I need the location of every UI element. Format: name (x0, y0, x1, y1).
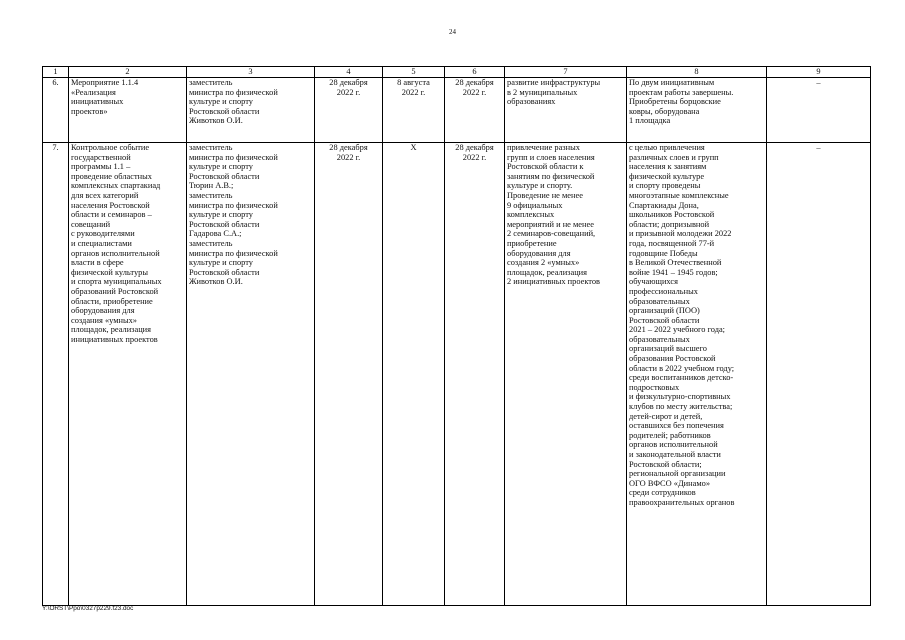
report-table (42, 66, 871, 606)
responsible-person: заместитель министра по физической культуре и спорту Ростовской области Тюрин А.В.; заместитель министра по физической культуре и спорту Ростовской области Гадарова С.А.; заместитель министра по физической культуре и спорту Ростовской области Животков О.И. (187, 143, 315, 606)
event-name: Мероприятие 1.1.4 «Реализация инициативных проектов» (69, 78, 187, 143)
notes: – (767, 78, 871, 143)
row-number: 7. (43, 143, 69, 606)
column-header: 8 (627, 67, 767, 78)
column-header: 1 (43, 67, 69, 78)
file-path-footer: Y:\ORST\Ppo\0327p229.f23.doc (42, 605, 134, 612)
responsible-person: заместитель министра по физической культуре и спорту Ростовской области Животков О.И. (187, 78, 315, 143)
row-number: 6. (43, 78, 69, 143)
plan-end-date: 8 августа 2022 г. (383, 78, 445, 143)
column-header: 5 (383, 67, 445, 78)
page-number: 24 (449, 28, 456, 36)
planned-result: развитие инфраструктуры в 2 муниципальных образованиях (505, 78, 627, 143)
column-header: 7 (505, 67, 627, 78)
notes: – (767, 143, 871, 606)
column-header: 4 (315, 67, 383, 78)
plan-end-date: X (383, 143, 445, 606)
column-header: 9 (767, 67, 871, 78)
achieved-result: По двум инициативным проектам работы завершены. Приобретены борцовские ковры, оборудована 1 площадка (627, 78, 767, 143)
fact-end-date: 28 декабря 2022 г. (445, 143, 505, 606)
table-row (43, 78, 871, 143)
column-header: 6 (445, 67, 505, 78)
start-date: 28 декабря 2022 г. (315, 78, 383, 143)
start-date: 28 декабря 2022 г. (315, 143, 383, 606)
table-row (43, 143, 871, 606)
fact-end-date: 28 декабря 2022 г. (445, 78, 505, 143)
column-number-row (43, 67, 871, 78)
column-header: 2 (69, 67, 187, 78)
achieved-result: с целью привлечения различных слоев и групп населения к занятиям физической культуре и спорту проведены многоэтапные комплексные Спартакиады Дона, школьников Ростовской области; допризывной и призывной молодежи 2022 года, посвященной 77-й годовщине Победы в Великой Отечественной войне 1941 – 1945 годов; обучающихся профессиональных образовательных организаций (ПОО) Ростовской области 2021 – 2022 учебного года; образовательных организаций высшего образования Ростовской области в 2022 учебном году; среди воспитанников детско- подростковых и физкультурно-спортивных клубов по месту жительства; детей-сирот и детей, оставшихся без попечения родителей; работников органов исполнительной и законодательной власти Ростовской области; региональной организации ОГО ВФСО «Динамо» среди сотрудников правоохранительных органов (627, 143, 767, 606)
planned-result: привлечение разных групп и слоев населения Ростовской области к занятиям по физической культуре и спорту. Проведение не менее 9 официальных комплексных мероприятий и не менее 2 семинаров-совещаний, приобретение оборудования для создания 2 «умных» площадок, реализация 2 инициативных проектов (505, 143, 627, 606)
event-name: Контрольное событие государственной программы 1.1 – проведение областных комплексных спартакиад для всех категорий населения Ростовской области и семинаров – совещаний с руководителями и специалистами органов исполнительной власти в сфере физической культуры и спорта муниципальных образований Ростовской области, приобретение оборудования для создания «умных» площадок, реализация инициативных проектов (69, 143, 187, 606)
column-header: 3 (187, 67, 315, 78)
